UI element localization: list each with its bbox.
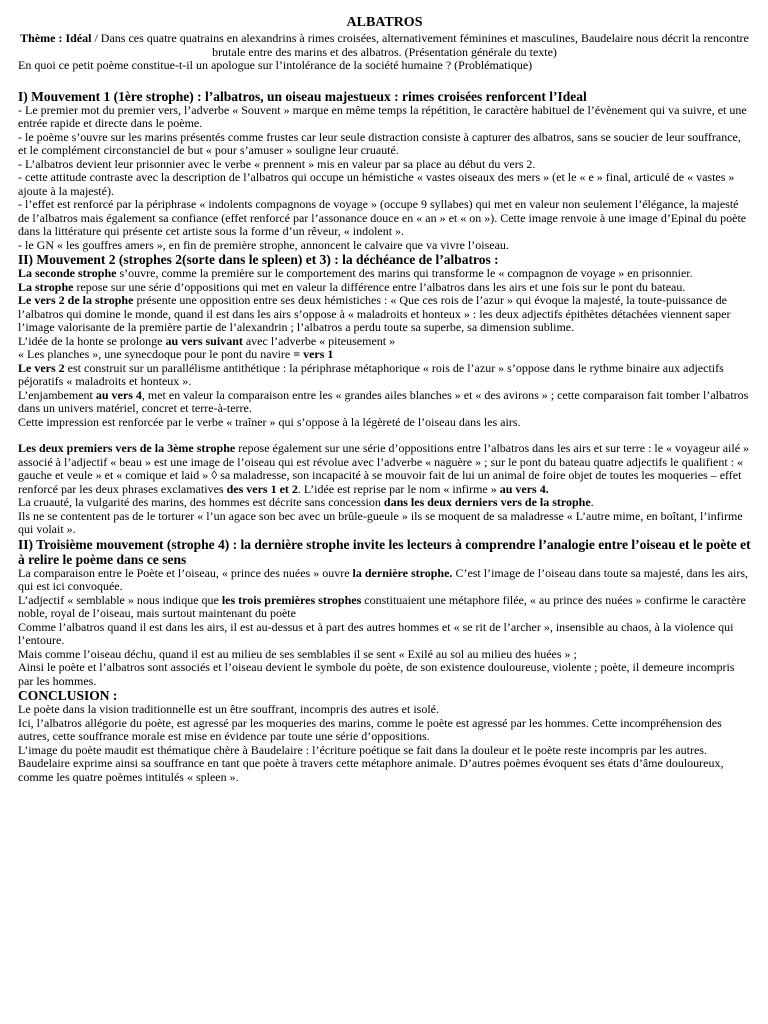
theme-paragraph	[18, 32, 751, 59]
part3-paragraph	[18, 567, 751, 594]
part2-paragraph	[18, 348, 751, 362]
part2-paragraph	[18, 281, 751, 295]
part1-line: - le poème s’ouvre sur les marins présentés comme frustes car leur seule distraction consiste à capturer des albatros, sans se soucier de leur souffrance, et le complément circonstanciel de but « pour s’amuser » souligne leur cruauté.	[18, 129, 741, 157]
text-run: , met en valeur la comparaison entre les « grandes ailes blanches » et « des avirons » ; cette comparaison fait tomber l’albatros dans un univers matériel, concret et terre-à-terre.	[18, 387, 749, 415]
emphasis: Le vers 2 de la strophe	[18, 293, 134, 307]
emphasis: La strophe	[18, 279, 74, 294]
text-run: La comparaison entre le Poète et l’oiseau, « prince des nuées » ouvre	[18, 565, 353, 580]
part2-paragraph	[18, 267, 751, 281]
emphasis: au vers suivant	[165, 333, 243, 348]
part2-paragraph	[18, 442, 751, 496]
part1-line: - le GN « les gouffres amers », en fin de première strophe, annoncent le calvaire que va vivre l’oiseau.	[18, 237, 509, 252]
part2-paragraph: Cette impression est renforcée par le verbe « traîner » qui s’oppose à la légèreté de l’oiseau dans les airs.	[18, 414, 521, 429]
emphasis: les trois premières strophes	[221, 592, 362, 607]
part2-paragraph	[18, 389, 751, 416]
problem-statement: En quoi ce petit poème constitue-t-il un apologue sur l’intolérance de la société humaine ? (Problématique)	[18, 58, 533, 72]
text-run: « Les planches », une synecdoque pour le pont du navire	[18, 347, 294, 361]
emphasis: dans les deux derniers vers de la strophe	[383, 495, 591, 509]
text-run: présente une opposition entre ses deux hémistiches : « Que ces rois de l’azur » qui évoque la majesté, la toute-puissance de l’albatros qui domine le monde, quand il est dans les airs s’oppose à « maladroits et honteux » : les deux adjectifs épithètes détachées viennent saper l’image valorisante de la première partie de l’alexandrin ; l’albatros a perdu toute sa superbe, sa dimension sublime.	[18, 293, 731, 334]
part2-paragraph: Ils ne se contentent pas de le torturer « l’un agace son bec avec un brûle-gueule » ils se moquent de sa maladresse « L’autre mime, en boîtant, l’infirme qui volait ».	[18, 508, 743, 536]
document-title: ALBATROS	[346, 15, 423, 30]
part3-paragraph: Mais comme l’oiseau déchu, quand il est au milieu de ses semblables il se sent « Exilé au sol au milieu des huées » ;	[18, 646, 577, 661]
emphasis: = vers 1	[293, 347, 334, 361]
text-run: repose sur une série d’oppositions qui met en valeur la différence entre l’albatros dans les airs et une fois sur le pont du bateau.	[73, 279, 686, 294]
text-run: L’adjectif « semblable » nous indique que	[18, 592, 222, 607]
part1-line: - l’effet est renforcé par la périphrase « indolents compagnons de voyage » (occupe 9 syllabes) qui met en valeur non seulement l’élégance, la majesté de l’albatros mais également sa confiance (effet renforcé par l’assonance douce en « an » et « on »). Cette image renvoie à une image d’Epinal du poète dans la littérature qui présente cet artiste sous la forme d’un rêveur, « indolent ».	[18, 197, 747, 238]
part3-paragraph: Ainsi le poète et l’albatros sont associés et l’oiseau devient le symbole du poète, de son existence douloureuse, violente ; poète, il demeure incompris par les hommes.	[18, 660, 735, 688]
conclusion-paragraph: L’image du poète maudit est thématique chère à Baudelaire : l’écriture poétique se fait dans la douleur et le poète reste incompris par les autres.	[18, 742, 707, 757]
part1-line: - Le premier mot du premier vers, l’adverbe « Souvent » marque en même temps la répétition, le caractère habituel de l’évènement qui va suivre, et une entrée rapide et directe dans le poème.	[18, 102, 747, 130]
part2-heading: II) Mouvement 2 (strophes 2(sorte dans le spleen) et 3) : la déchéance de l’albatros :	[18, 252, 499, 267]
conclusion-paragraph: Ici, l’albatros allégorie du poète, est agressé par les moqueries des marins, comme le poète est agressé par les hommes. Cette incompréhension des autres, cette souffrance morale est mise en évidence par toute une série d’oppositions.	[18, 715, 722, 743]
part2-paragraph	[18, 496, 751, 510]
part3-paragraph	[18, 594, 751, 621]
part3-heading: II) Troisième mouvement (strophe 4) : la dernière strophe invite les lecteurs à comprendre l’analogie entre l’oiseau et le poète et à relire le poème dans ce sens	[18, 536, 751, 567]
emphasis: des vers 1 et 2	[226, 481, 298, 496]
part2-paragraph	[18, 294, 751, 335]
part2-paragraph	[18, 362, 751, 389]
conclusion-paragraph: Baudelaire exprime ainsi sa souffrance en tant que poète à travers cette métaphore animale. D’autres poèmes évoquent ses états d’âme douloureux, comme les quatre poèmes intitulés « spleen ».	[18, 756, 724, 784]
part1-heading: I) Mouvement 1 (1ère strophe) : l’albatros, un oiseau majestueux : rimes croisées renforcent l’Ideal	[18, 88, 587, 104]
text-run: L’idée de la honte se prolonge	[18, 333, 166, 348]
emphasis: au vers 4.	[499, 481, 549, 496]
part1-line: - cette attitude contraste avec la description de l’albatros qui occupe un hémistiche « vastes oiseaux des mers » (et le « e » final, articulé de « vastes » ajoute à la majesté).	[18, 170, 735, 198]
text-run: s’ouvre, comme la première sur le comportement des marins qui transforme le « compagnon de voyage » en prisonnier.	[116, 266, 693, 280]
theme-label: Thème : Idéal	[20, 31, 92, 45]
conclusion-heading: CONCLUSION :	[18, 688, 118, 703]
text-run: C’est l’image de l’oiseau dans toute sa majesté, dans les airs, qui est ici convoquée.	[18, 565, 749, 593]
text-run: . L’idée est reprise par le nom « infirme »	[297, 481, 500, 496]
text-run: L’enjambement	[18, 387, 96, 402]
emphasis: Le vers 2	[18, 360, 65, 375]
theme-text: / Dans ces quatre quatrains en alexandrins à rimes croisées, alternativement féminines et masculines, Baudelaire nous décrit la rencontre brutale entre des marins et des albatros. (Présentation générale du texte)	[91, 31, 749, 59]
part1-line: - L’albatros devient leur prisonnier avec le verbe « prennent » mis en valeur par sa place au début du vers 2.	[18, 156, 536, 171]
part3-paragraph: Comme l’albatros quand il est dans les airs, il est au-dessus et à part des autres hommes et « se rit de l’archer », insensible au chaos, à la violence qui l’entoure.	[18, 619, 734, 647]
text-run: constituaient une métaphore filée, « au prince des nuées » confirme le caractère noble, royal de l’oiseau, mais surtout maintenant du poète	[18, 592, 746, 620]
part2-paragraph	[18, 335, 751, 349]
emphasis: Les deux premiers vers de la 3ème strophe	[18, 441, 236, 455]
text-run: La cruauté, la vulgarité des marins, des hommes est décrite sans concession	[18, 495, 384, 509]
conclusion-paragraph: Le poète dans la vision traditionnelle est un être souffrant, incompris des autres et isolé.	[18, 702, 439, 716]
emphasis: la dernière strophe.	[352, 565, 453, 580]
emphasis: au vers 4	[95, 387, 142, 402]
text-run: est construit sur un parallélisme antithétique : la périphrase métaphorique « rois de l’azur » s’oppose dans le rythme binaire aux adjectifs péjoratifs « maladroits et honteux ».	[18, 360, 724, 388]
emphasis: La seconde strophe	[18, 266, 117, 280]
text-run: .	[590, 495, 594, 509]
text-run: avec l’adverbe « piteusement »	[242, 333, 396, 348]
text-run: repose également sur une série d’oppositions entre l’albatros dans les airs et sur terre : le « voyageur ailé » associé à l’adjectif « beau » est une image de l’oiseau qui est révolue avec l’adverbe « naguère » ; sur le pont du bateau quatre adjectifs le qualifient : « gauche et veule » et « comique et laid » ◊ sa maladresse, son incapacité à se mouvoir fait de lui un animal de foire objet de toutes les moqueries – effet renforcé par les deux phrases exclamatives	[18, 441, 750, 496]
